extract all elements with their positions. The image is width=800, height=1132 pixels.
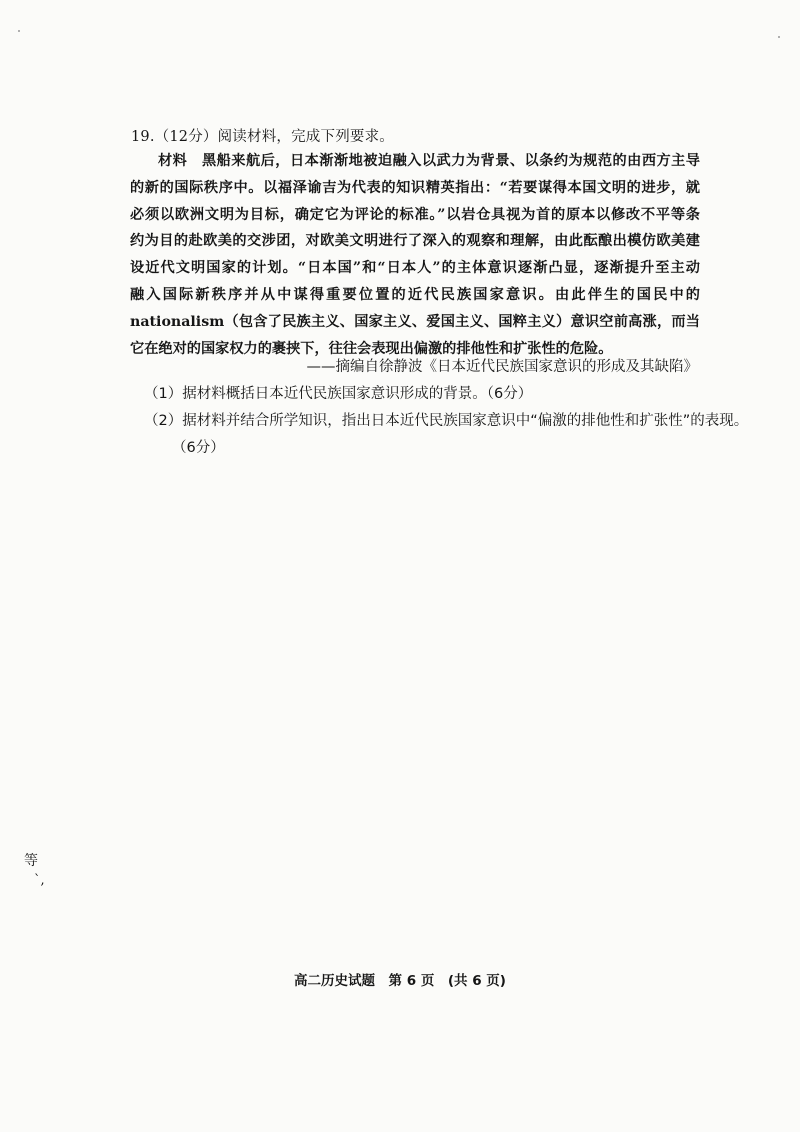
- material-source: ——摘编自徐静波《日本近代民族国家意识的形成及其缺陷》: [306, 359, 698, 375]
- material-line: 约为目的赴欧美的交涉团，对欧美文明进行了深入的观察和理解，由此酝酿出模仿欧美建: [130, 233, 700, 250]
- material-passage: [130, 148, 700, 362]
- material-line: 的新的国际秩序中。以福泽谕吉为代表的知识精英指出：“若要谋得本国文明的进步，就: [130, 179, 700, 196]
- question-title: 19.（12分）阅读材料，完成下列要求。: [131, 129, 395, 145]
- material-line: nationalism（包含了民族主义、国家主义、爱国主义、国粹主义）意识空前高涨，而当: [130, 313, 700, 330]
- scan-speck: [778, 36, 780, 38]
- margin-mark: `,: [34, 873, 45, 888]
- material-line: 必须以欧洲文明为目标，确定它为评论的标准。”以岩仓具视为首的原本以修改不平等条: [130, 206, 700, 223]
- scan-speck: [18, 30, 20, 32]
- sub-question-1: （1）据材料概括日本近代民族国家意识形成的背景。（6分）: [144, 386, 533, 402]
- material-line: 它在绝对的国家权力的裹挟下，往往会表现出偏激的排他性和扩张性的危险。: [130, 340, 613, 357]
- material-line: 材料 黑船来航后，日本渐渐地被迫融入以武力为背景、以条约为规范的由西方主导: [158, 153, 700, 169]
- margin-character: 等: [24, 853, 38, 869]
- sub-question-2-score: （6分）: [172, 440, 225, 456]
- material-line: 融入国际新秩序并从中谋得重要位置的近代民族国家意识。由此伴生的国民中的: [130, 286, 700, 303]
- sub-question-2: （2）据材料并结合所学知识，指出日本近代民族国家意识中“偏激的排他性和扩张性”的表现。: [144, 413, 749, 429]
- material-line: 设近代文明国家的计划。“日本国”和“日本人”的主体意识逐渐凸显，逐渐提升至主动: [130, 260, 700, 277]
- page-footer: 高二历史试题 第 6 页 (共 6 页): [294, 973, 506, 989]
